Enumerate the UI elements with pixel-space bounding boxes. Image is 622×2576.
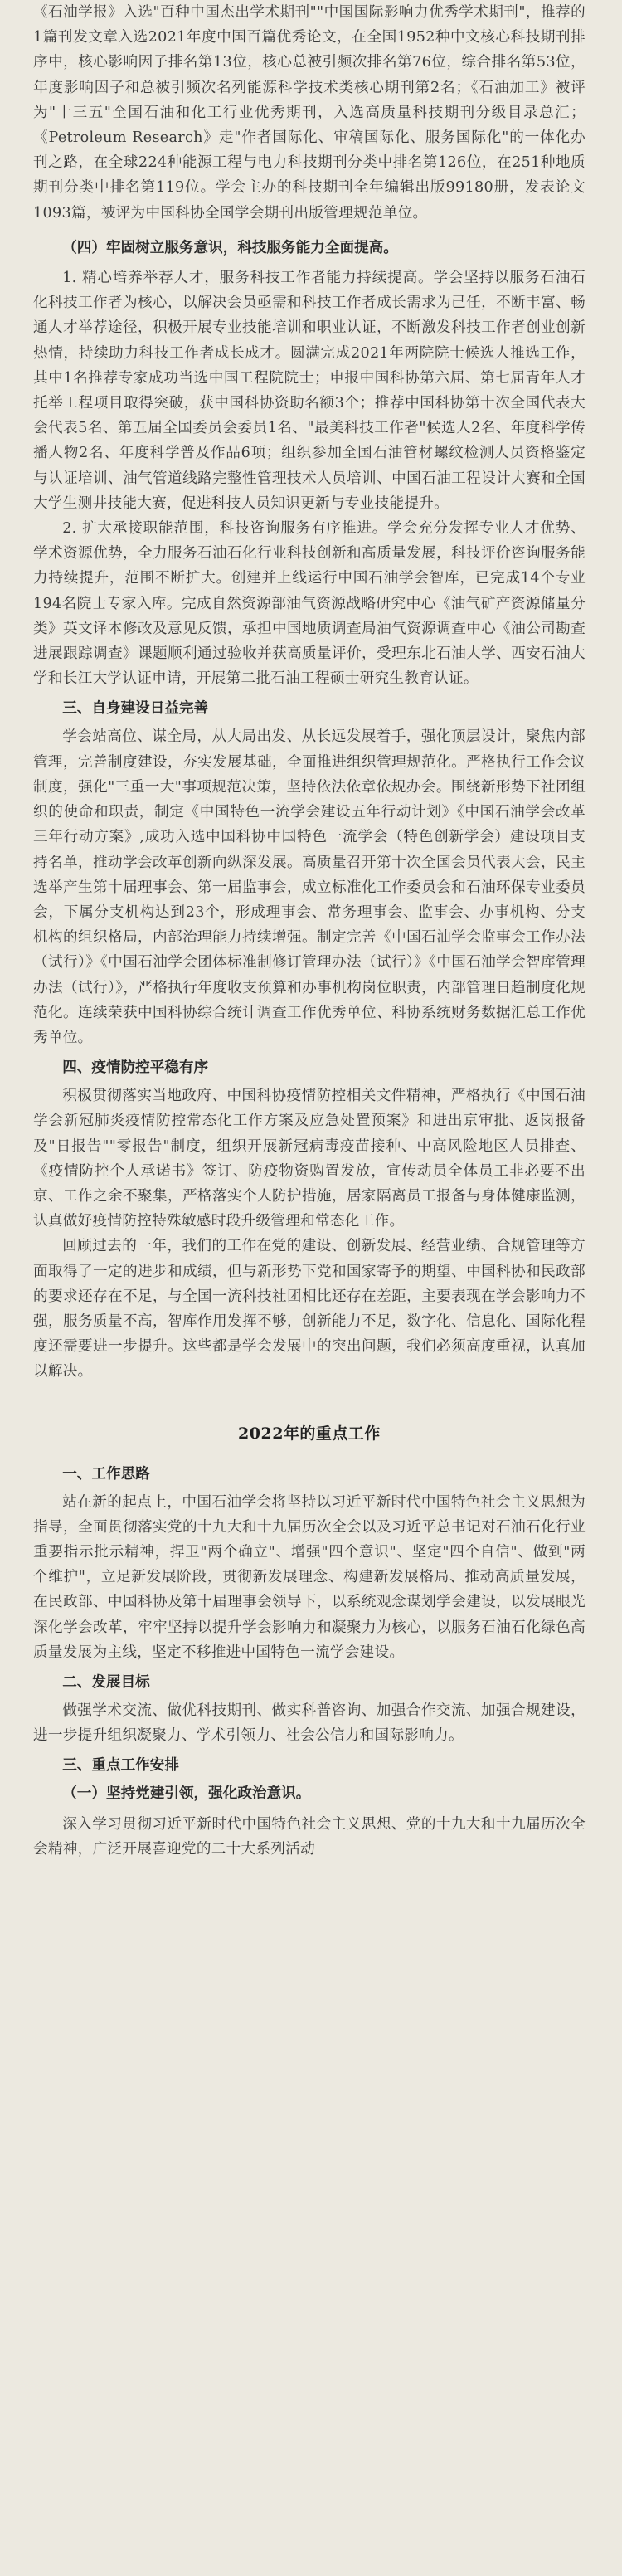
paragraph: 做强学术交流、做优科技期刊、做实科普咨询、加强合作交流、加强合规建设，进一步提升组织凝聚力、学术引领力、社会公信力和国际影响力。 <box>33 1702 586 1745</box>
paragraph: 站在新的起点上，中国石油学会将坚持以习近平新时代中国特色社会主义思想为指导，全面贯彻落实党的十九大和十九届历次全会以及习近平总书记对石油石化行业重要指示批示精神，捍卫"两个确立"、增强"四个意识"、坚定"四个自信"、做到"两个维护"，立足新发展阶段，贯彻新发展理念、构建新发展格局、推动高质量发展，在民政部、中国科协及第十届理事会领导下，以系统观念谋划学会建设，以发展眼光深化学会改革，牢牢坚持以提升学会影响力和凝聚力为核心，以服务石油石化绿色高质量发展为主线，坚定不移推进中国特色一流学会建设。 <box>33 1493 586 1661</box>
paragraph: 2. 扩大承接职能范围，科技咨询服务有序推进。学会充分发挥专业人才优势、学术资源优势，全力服务石油石化行业科技创新和高质量发展，科技评价咨询服务能力持续提升，范围不断扩大。创建并上线运行中国石油学会智库，已完成14个专业194名院士专家入库。完成自然资源部油气资源战略研究中心《油气矿产资源储量分类》英文译本修改及意见反馈，承担中国地质调查局油气资源调查中心《油公司勘查进展跟踪调查》课题顺利通过验收并获高质量评价，受理东北石油大学、西安石油大学和长江大学认证申请，开展第二批石油工程硕士研究生教育认证。 <box>33 520 586 688</box>
section-key-work <box>33 1753 586 1862</box>
main-title: 2022年的重点工作 <box>238 1424 381 1443</box>
paragraph: 深入学习贯彻习近平新时代中国特色社会主义思想、党的十九大和十九届历次全会精神，广泛开展喜迎党的二十大系列活动 <box>33 1815 586 1858</box>
section-goals <box>33 1670 586 1748</box>
top-section <box>33 0 586 226</box>
paragraph: 学会站高位、谋全局，从大局出发、从长远发展着手，强化顶层设计，聚焦内部管理，完善制度建设，夯实发展基础，全面推进组织管理规范化。严格执行工作会议制度，强化"三重一大"事项规范决策，坚持依法依章依规办会。围绕新形势下社团组织的使命和职责，制定《中国特色一流学会建设五年行动计划》《中国石油学会改革三年行动方案》,成功入选中国科协中国特色一流学会（特色创新学会）建设项目支持名单，推动学会改革创新向纵深发展。高质量召开第十次全国会员代表大会，民主选举产生第十届理事会、第一届监事会，成立标准化工作委员会和石油环保专业委员会，下属分支机构达到23个，形成理事会、常务理事会、监事会、办事机构、分支机构的组织格局，内部治理能力持续增强。制定完善《中国石油学会监事会工作办法（试行）》《中国石油学会团体标准制修订管理办法（试行）》《中国石油学会智库管理办法（试行）》，严格执行年度收支预算和办事机构岗位职责，内部管理日趋制度化规范化。连续荣获中国科协综合统计调查工作优秀单位、科协系统财务数据汇总工作优秀单位。 <box>33 728 586 1046</box>
paragraph: 回顾过去的一年，我们的工作在党的建设、创新发展、经营业绩、合规管理等方面取得了一定的进步和成绩，但与新形势下党和国家寄予的期望、中国科协和民政部的要求还存在不足，与全国一流科技社团相比还存在差距，主要表现在学会影响力不强，服务质量不高，智库作用发挥不够，创新能力不足，数字化、信息化、国际化程度还需要进一步提升。这些都是学会发展中的突出问题，我们必须高度重视，认真加以解决。 <box>33 1238 586 1381</box>
section-service <box>33 236 586 692</box>
paragraph: 积极贯彻落实当地政府、中国科协疫情防控相关文件精神，严格执行《中国石油学会新冠肺炎疫情防控常态化工作方案及应急处置预案》和进出京审批、返岗报备及"日报告""零报告"制度，组织开展新冠病毒疫苗接种、中高风险地区人员排查、《疫情防控个人承诺书》签订、防疫物资购置发放，宣传动员全体员工非必要不出京、工作之余不聚集，严格落实个人防护措施，居家隔离员工报备与身体健康监测，认真做好疫情防控特殊敏感时段升级管理和常态化工作。 <box>33 1088 586 1230</box>
section-heading: 二、发展目标 <box>62 1673 150 1691</box>
section-epidemic <box>33 1055 586 1384</box>
section-heading: 三、自身建设日益完善 <box>62 700 209 718</box>
subsection-heading: （一）坚持党建引领，强化政治意识。 <box>62 1785 311 1803</box>
section-heading: 三、重点工作安排 <box>62 1757 179 1775</box>
section-heading: 一、工作思路 <box>62 1465 150 1483</box>
paragraph: 1. 精心培养举荐人才，服务科技工作者能力持续提高。学会坚持以服务石油石化科技工作者为核心，以解决会员亟需和科技工作者成长需求为己任，不断丰富、畅通人才举荐途径，积极开展专业技能培训和职业认证，不断激发科技工作者创业创新热情，持续助力科技工作者成长成才。圆满完成2021年两院院士候选人推选工作，其中1名推荐专家成功当选中国工程院院士；申报中国科协第六届、第七届青年人才托举工程项目取得突破，获中国科协资助名额3个；推荐中国科协第十次全国代表大会代表5名、第五届全国委员会委员1名、"最美科技工作者"候选人2名、年度科学传播人物2名、年度科学普及作品6项；组织参加全国石油管材螺纹检测人员资格鉴定与认证培训、油气管道线路完整性管理技术人员培训、中国石油工程设计大赛和全国大学生测井技能大赛，促进科技人员知识更新与专业技能提升。 <box>33 270 586 512</box>
paragraph: 《石油学报》入选"百种中国杰出学术期刊""中国国际影响力优秀学术期刊"，推荐的1篇刊发文章入选2021年度中国百篇优秀论文，在全国1952种中文核心科技期刊排序中，核心影响因子排名第13位，核心总被引频次排名第76位，综合排名第53位，年度影响因子和总被引频次名列能源科学技术类核心期刊第2名；《石油加工》被评为"十三五"全国石油和化工行业优秀期刊，入选高质量科技期刊分级目录总汇；《Petroleum Research》走"作者国际化、审稿国际化、服务国际化"的一体化办刊之路，在全球224种能源工程与电力科技期刊分类中排名第126位，在251种地质期刊分类中排名第119位。学会主办的科技期刊全年编辑出版99180册，发表论文1093篇，被评为中国科协全国学会期刊出版管理规范单位。 <box>33 4 586 222</box>
section-ideas <box>33 1462 586 1665</box>
section-self-building <box>33 696 586 1050</box>
section-heading: 四、疫情防控平稳有序 <box>62 1059 209 1077</box>
section-heading: （四）牢固树立服务意识，科技服务能力全面提高。 <box>62 238 398 256</box>
